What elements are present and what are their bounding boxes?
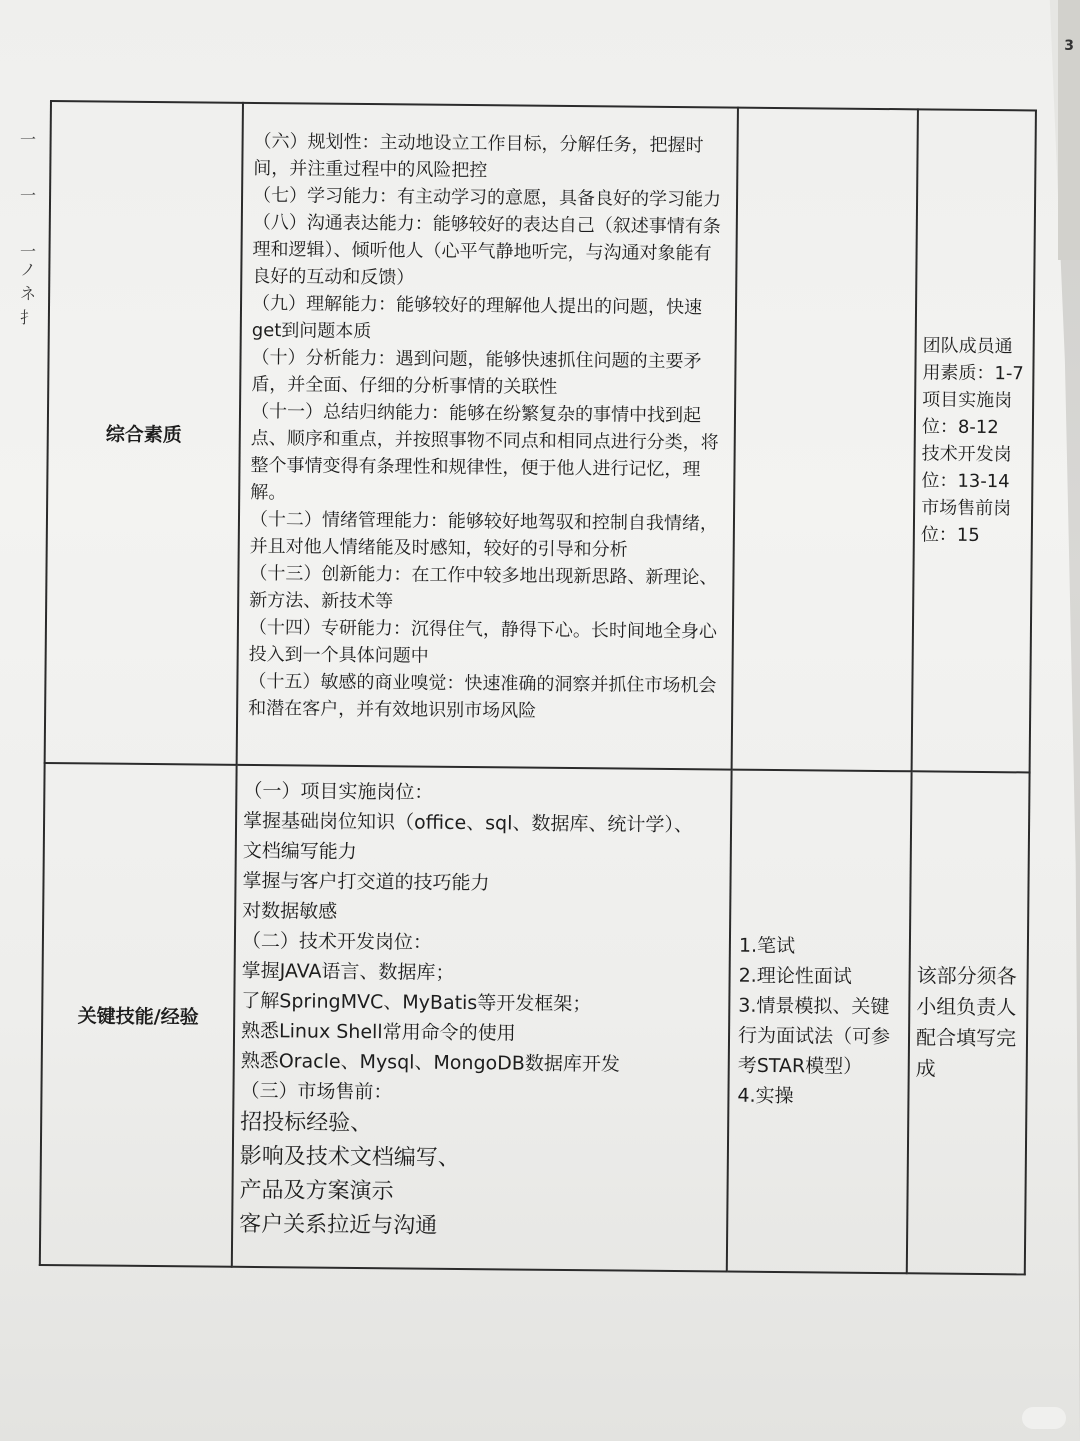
- list-item: （十一）总结归纳能力：能够在纷繁复杂的事情中找到起点、顺序和重点，并按照事物不同点和相同点进行分类，将整个事情变得有条理性和规律性，便于他人进行记忆，理解。: [250, 400, 719, 504]
- method-line: 2.理论性面试: [738, 964, 852, 988]
- margin-mark: ネ: [20, 284, 37, 303]
- quality-list: [248, 128, 727, 727]
- list-item: 掌握基础岗位知识（office、sql、数据库、统计学）、: [242, 809, 694, 837]
- notes-cell: [912, 109, 1036, 772]
- notes-cell: 该部分须各小组负责人配合填写完成: [907, 771, 1030, 1274]
- list-item: （七）学习能力：有主动学习的意愿，具备良好的学习能力: [252, 184, 722, 211]
- list-item: （八）沟通表达能力：能够较好的表达自己（叙述事情有条理和逻辑）、倾听他人（心平气静地听完，与沟通对象能有良好的互动和反馈）: [252, 211, 721, 289]
- list-item: 影响及技术文档编写、: [239, 1143, 460, 1171]
- competency-table: [39, 100, 1037, 1275]
- list-item: 文档编写能力: [242, 839, 357, 863]
- list-item: （十三）创新能力：在工作中较多地出现新思路、新理论、新方法、新技术等: [249, 562, 718, 613]
- margin-mark: ノ: [20, 260, 37, 279]
- watermark-badge: [1022, 1407, 1066, 1429]
- list-item: 对数据敏感: [242, 899, 338, 923]
- skills-list: [239, 776, 722, 1247]
- edge-mark: 3: [1064, 38, 1074, 54]
- list-item: （二）技术开发岗位：: [241, 929, 433, 954]
- method-line: 1.笔试: [738, 934, 796, 958]
- method-cell: [727, 770, 912, 1274]
- list-item: （十二）情绪管理能力：能够较好地驾驭和控制自我情绪，并且对他人情绪能及时感知，较好的引导和分析: [249, 508, 719, 561]
- method-line: 3.情景模拟、关键行为面试法（可参考STAR模型）: [737, 994, 891, 1078]
- list-item: （十）分析能力：遇到问题，能够快速抓住问题的主要矛盾，并全面、仔细的分析事情的关联性: [251, 346, 702, 398]
- list-item: 客户关系拉近与沟通: [239, 1211, 438, 1239]
- list-item: （十四）专研能力：沉得住气，静得下心。长时间地全身心投入到一个具体问题中: [248, 616, 718, 667]
- category-cell: 关键技能/经验: [40, 763, 237, 1267]
- list-item: 熟悉Oracle、Mysql、MongoDB数据库开发: [240, 1049, 620, 1076]
- list-item: （一）项目实施岗位：: [243, 779, 434, 804]
- note-line: 市场售前岗位：15: [920, 497, 1012, 546]
- content-cell: [237, 103, 738, 770]
- note-line: 技术开发岗位：13-14: [921, 443, 1012, 493]
- list-item: （九）理解能力：能够较好的理解他人提出的问题，快速get到问题本质: [251, 292, 703, 343]
- method-line: 4.实操: [737, 1084, 794, 1108]
- list-item: 招投标经验、: [240, 1109, 373, 1137]
- table-row: [40, 763, 1030, 1274]
- margin-mark: 一: [20, 130, 37, 149]
- list-item: （十五）敏感的商业嗅觉：快速准确的洞察并抓住市场机会和潜在客户，并有效地识别市场风险: [248, 670, 717, 722]
- category-cell: 综合素质: [45, 101, 243, 765]
- margin-mark: 扌: [20, 308, 37, 327]
- content-cell: [232, 765, 732, 1272]
- method-cell: [732, 108, 918, 772]
- note-line: 团队成员通用素质：1-7: [922, 335, 1024, 385]
- list-item: 掌握JAVA语言、数据库；: [241, 959, 455, 984]
- list-item: 产品及方案演示: [239, 1177, 394, 1205]
- table-row: [45, 101, 1036, 772]
- list-item: 掌握与客户打交道的技巧能力: [242, 869, 490, 895]
- list-item: 熟悉Linux Shell常用命令的使用: [240, 1019, 516, 1045]
- list-item: 了解SpringMVC、MyBatis等开发框架；: [241, 989, 592, 1016]
- margin-mark: 一: [20, 242, 37, 261]
- margin-mark: 一: [20, 186, 37, 205]
- list-item: （三）市场售前：: [240, 1079, 393, 1104]
- note-line: 项目实施岗位：8-12: [921, 389, 1013, 439]
- list-item: （六）规划性：主动地设立工作目标，分解任务，把握时间，并注重过程中的风险把控: [253, 130, 704, 182]
